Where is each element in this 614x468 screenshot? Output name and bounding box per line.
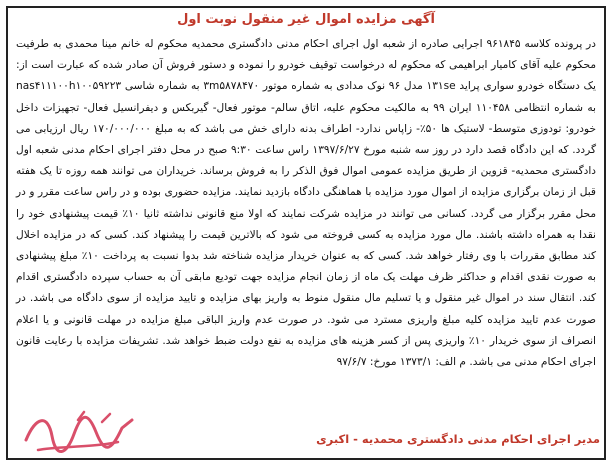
notice-title: آگهی مزایده اموال غیر منقول نوبت اول: [177, 12, 435, 27]
auction-notice: [6, 6, 606, 460]
signature-line: مدیر اجرای احکام مدنی دادگستری محمدیه - اکبری: [316, 432, 600, 446]
handwritten-signature: [18, 406, 138, 462]
notice-body: در پرونده کلاسه ۹۶۱۸۴۵ اجرایی صادره از شعبه اول اجرای احکام مدنی دادگستری محمدیه محکوم له خانم مینا محمدی به طرفیت محکوم علیه آقای کامیار ابراهیمی که محکوم له درخواست توقیف خودرو را نموده و دستور فروش آن صادر شده که عبارت است از: یک دستگاه خودرو سواری پراید ۱۳۱se مدل ۹۶ نوک مدادی به شماره موتور ۳m۵۸۷۸۴۷۰ به شماره شاسی nas۴۱۱۱۰۰h۱۰۰۵۹۲۲۳ به شماره انتظامی ۱۱۰۴۵۸ ایران ۹۹ به مالکیت محکوم علیه، اتاق سالم- موتور فعال- گیربکس و دیفرانسیل فعال- تجهیزات داخل خودرو: تودوزی متوسط- لاستیک ها ۵۰٪- زاپاس ندارد- اطراف بدنه دارای خش می باشد که به مبلغ ۱۷۰/۰۰۰/۰۰۰ ریال ارزیابی می گردد. که این دادگاه قصد دارد در روز سه شنبه مورخ ۱۳۹۷/۶/۲۷ راس ساعت ۹:۳۰ صبح در محل دفتر اجرای احکام مدنی شعبه اول دادگستری محمدیه- قزوین از طریق مزایده عمومی اموال فوق الذکر را به فروش برساند. خریداران می توانند همه روزه تا یک هفته قبل از زمان برگزاری مزایده از اموال مورد مزایده با هماهنگی دادگاه بازدید نمایند. مزایده حضوری بوده و در راس ساعت مقرر و در محل مقرر برگزار می گردد. کسانی می توانند در مزایده شرکت نمایند که اولا منع قانونی نداشته ثانیا ۱۰٪ قیمت پیشنهادی خود را نقدا به همراه داشته باشند. مال مورد مزایده به کسی فروخته می شود که بالاترین قیمت را پیشنهاد کند. کسی که در مزایده اخلال کند مطابق مقررات با وی رفتار خواهد شد. کسی که به عنوان خریدار مزایده شناخته شد بدوا نسبت به پرداخت ۱۰٪ مبلغ پیشنهادی به صورت نقدی اقدام و حداکثر ظرف مهلت یک ماه از زمان انجام مزایده جهت تودیع مابقی آن به حساب سپرده دادگستری اقدام کند. انتقال سند در اموال غیر منقول و یا تسلیم مال منقول منوط به واریز بهای مزایده و تایید مزایده از سوی دادگاه می باشد. در صورت عدم تایید مزایده کلیه مبلغ واریزی مسترد می شود. در صورت عدم واریز الباقی مبلغ مزایده در مهلت قانونی و یا اعلام انصراف از سوی خریدار ۱۰٪ واریزی پس از کسر هزینه های مزایده به نفع دولت ضبط خواهد شد. تشریفات مزایده با رعایت قانون اجرای احکام مدنی می باشد. م الف: ۱۳۷۳/۱ مورخ: ۹۷/۶/۷: [16, 38, 597, 369]
notice-footer: [10, 420, 604, 460]
